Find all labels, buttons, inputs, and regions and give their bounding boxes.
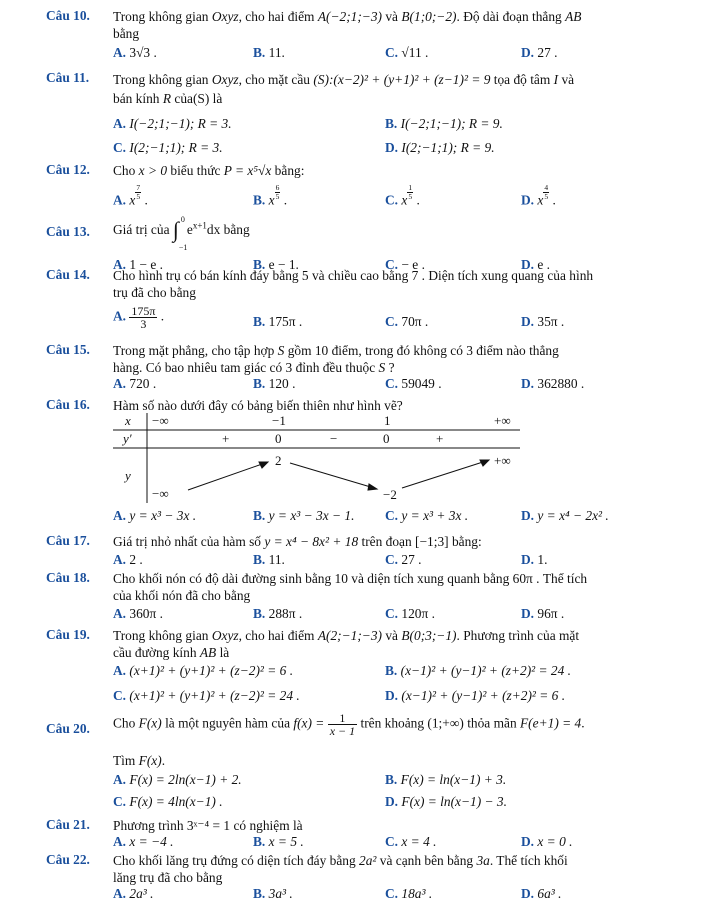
option-d[interactable]: D. 362880 .: [521, 376, 585, 391]
y-value: +∞: [494, 453, 511, 468]
option-b[interactable]: B. 11.: [253, 552, 285, 567]
option-b[interactable]: B. I(−2;1;−1); R = 9.: [385, 116, 503, 131]
question-number: Câu 11.: [46, 70, 90, 85]
option-c[interactable]: C. 27 .: [385, 552, 422, 567]
integral-sign: ∫ 0 −1: [172, 215, 188, 252]
question-stem: Phương trình 3ˣ⁻⁴ = 1 có nghiệm là: [113, 818, 303, 833]
x-value: −∞: [152, 413, 169, 428]
option-d[interactable]: D. I(2;−1;1); R = 9.: [385, 140, 495, 155]
increasing-arrow: [402, 461, 486, 488]
option-d[interactable]: D. 27 .: [521, 45, 558, 60]
option-b[interactable]: B. 11.: [253, 45, 285, 60]
option-a[interactable]: A. 720 .: [113, 376, 157, 391]
option-b[interactable]: B. x = 5 .: [253, 834, 304, 849]
option-a[interactable]: A. 2a³ .: [113, 886, 154, 901]
y-value: −2: [383, 487, 397, 502]
yp-sign: +: [222, 431, 230, 446]
option-c[interactable]: C. F(x) = 4ln(x−1) .: [113, 794, 223, 809]
arrow-head: [480, 460, 489, 466]
y-header: y: [125, 468, 131, 483]
option-c[interactable]: C. 70π .: [385, 314, 429, 329]
arrow-head: [259, 462, 268, 468]
option-d[interactable]: D. 1.: [521, 552, 548, 567]
option-c[interactable]: C. x = 4 .: [385, 834, 437, 849]
option-b[interactable]: B. 3a³ .: [253, 886, 293, 901]
option-a[interactable]: A. (x+1)² + (y+1)² + (z−2)² = 6 .: [113, 663, 294, 678]
option-b[interactable]: B. F(x) = ln(x−1) + 3.: [385, 772, 507, 787]
question-number: Câu 18.: [46, 570, 90, 585]
option-b[interactable]: B. e − 1.: [253, 257, 299, 272]
option-a[interactable]: A. I(−2;1;−1); R = 3.: [113, 116, 232, 131]
option-b[interactable]: B. (x−1)² + (y−1)² + (z+2)² = 24 .: [385, 663, 572, 678]
yp-sign: 0: [383, 431, 390, 446]
decreasing-arrow: [290, 463, 374, 488]
question-number: Câu 16.: [46, 397, 90, 412]
arrow-head: [368, 484, 377, 490]
question-stem: Cho khối nón có độ dài đường sinh bằng 10 và diện tích xung quanh bằng 60π . Thể tích của khối nón đã cho bằng: [113, 571, 588, 603]
option-b[interactable]: B. 175π .: [253, 314, 303, 329]
question-number: Câu 10.: [46, 8, 90, 23]
option-a[interactable]: A. 360π .: [113, 606, 163, 621]
option-b[interactable]: B. y = x³ − 3x − 1.: [253, 508, 355, 523]
question-stem: Trong không gian Oxyz, cho hai điểm A(−2;1;−3) và B(1;0;−2). Độ dài đoạn thẳng AB bằng: [113, 9, 582, 41]
question-stem: Cho x > 0 biểu thức P = x⁵√x bằng:: [113, 163, 305, 178]
option-a[interactable]: A. x $\frac{7}{5}$ .: [113, 183, 148, 208]
option-c[interactable]: C. x $\frac{1}{5}$ .: [385, 183, 420, 208]
question-number: Câu 22.: [46, 852, 90, 867]
question-stem: Trong không gian Oxyz, cho mặt cầu (S):(x−2)² + (y+1)² + (z−1)² = 9 tọa độ tâm I và bán kính R của(S) là: [113, 72, 575, 106]
question-stem: Giá trị nhỏ nhất của hàm số y = x⁴ − 8x² + 18 trên đoạn [−1;3] bằng:: [113, 534, 482, 549]
question-stem: Cho khối lăng trụ đứng có diện tích đáy bằng 2a² và cạnh bên bằng 3a. Thể tích khối lăng trụ đã cho bằng: [113, 853, 568, 885]
question-stem: Cho F(x) là một nguyên hàm của f(x) = $\frac{1}{x - 1}$ trên khoảng (1;+∞) thỏa mãn F(e+1) = 4.: [113, 711, 585, 738]
question-stem: Trong mặt phẳng, cho tập hợp S gồm 10 điểm, trong đó không có 3 điểm nào thẳng hàng. Có bao nhiêu tam giác có 3 đỉnh đều thuộc S ?: [113, 343, 559, 375]
question-stem: Hàm số nào dưới đây có bảng biến thiên như hình vẽ?: [113, 398, 403, 413]
question-number: Câu 19.: [46, 627, 90, 642]
option-a[interactable]: A. 2 .: [113, 552, 143, 567]
option-b[interactable]: B. 120 .: [253, 376, 296, 391]
y-value: 2: [275, 453, 282, 468]
option-d[interactable]: D. e .: [521, 257, 551, 272]
option-c[interactable]: C. 18a³ .: [385, 886, 433, 901]
option-a[interactable]: A. y = x³ − 3x .: [113, 508, 197, 523]
x-header: x: [125, 413, 131, 428]
x-value: 1: [384, 413, 391, 428]
question-stem: Cho hình trụ có bán kính đáy bằng 5 và chiều cao bằng 7 . Diện tích xung quang của hình trụ đã cho bằng: [113, 268, 594, 300]
option-a[interactable]: A. F(x) = 2ln(x−1) + 2.: [113, 772, 242, 787]
option-c[interactable]: C. (x+1)² + (y+1)² + (z−2)² = 24 .: [113, 688, 300, 703]
option-c[interactable]: C. 120π .: [385, 606, 435, 621]
option-a[interactable]: A. $\frac{175\pi}{3}$ .: [113, 304, 165, 331]
increasing-arrow: [188, 463, 265, 490]
option-d[interactable]: D. x = 0 .: [521, 834, 573, 849]
option-a[interactable]: A. 1 − e .: [113, 257, 163, 272]
question-number: Câu 12.: [46, 162, 90, 177]
option-d[interactable]: D. y = x⁴ − 2x² .: [521, 508, 609, 523]
question-stem: Giá trị của ∫ 0 −1 $e^{x+1}dx$ bằng: [113, 215, 250, 252]
option-d[interactable]: D. 96π .: [521, 606, 565, 621]
x-value: +∞: [494, 413, 511, 428]
question-number: Câu 20.: [46, 721, 90, 736]
yp-sign: +: [436, 431, 444, 446]
y-value: −∞: [152, 486, 169, 501]
question-number: Câu 13.: [46, 224, 90, 239]
x-value: −1: [272, 413, 286, 428]
option-d[interactable]: D. 6a³ .: [521, 886, 562, 901]
yp-header: y′: [123, 431, 132, 446]
option-d[interactable]: D. (x−1)² + (y−1)² + (z+2)² = 6 .: [385, 688, 566, 703]
question-stem-line2: Tìm F(x).: [113, 753, 166, 768]
option-b[interactable]: B. x $\frac{6}{5}$ .: [253, 183, 288, 208]
question-number: Câu 21.: [46, 817, 90, 832]
option-a[interactable]: A. x = −4 .: [113, 834, 174, 849]
option-a[interactable]: A. 3√3 .: [113, 45, 157, 60]
option-c[interactable]: C. y = x³ + 3x .: [385, 508, 469, 523]
option-c[interactable]: C. I(2;−1;1); R = 3.: [113, 140, 223, 155]
yp-sign: 0: [275, 431, 282, 446]
option-c[interactable]: C. − e .: [385, 257, 425, 272]
option-b[interactable]: B. 288π .: [253, 606, 303, 621]
option-c[interactable]: C. √11 .: [385, 45, 429, 60]
option-c[interactable]: C. 59049 .: [385, 376, 442, 391]
question-number: Câu 17.: [46, 533, 90, 548]
option-d[interactable]: D. F(x) = ln(x−1) − 3.: [385, 794, 507, 809]
option-d[interactable]: D. x $\frac{4}{5}$ .: [521, 183, 556, 208]
question-number: Câu 15.: [46, 342, 90, 357]
yp-sign: −: [330, 431, 338, 446]
question-stem: Trong không gian Oxyz, cho hai điểm A(2;−1;−3) và B(0;3;−1). Phương trình của mặt cầu đường kính AB là: [113, 628, 580, 660]
question-number: Câu 14.: [46, 267, 90, 282]
option-d[interactable]: D. 35π .: [521, 314, 565, 329]
